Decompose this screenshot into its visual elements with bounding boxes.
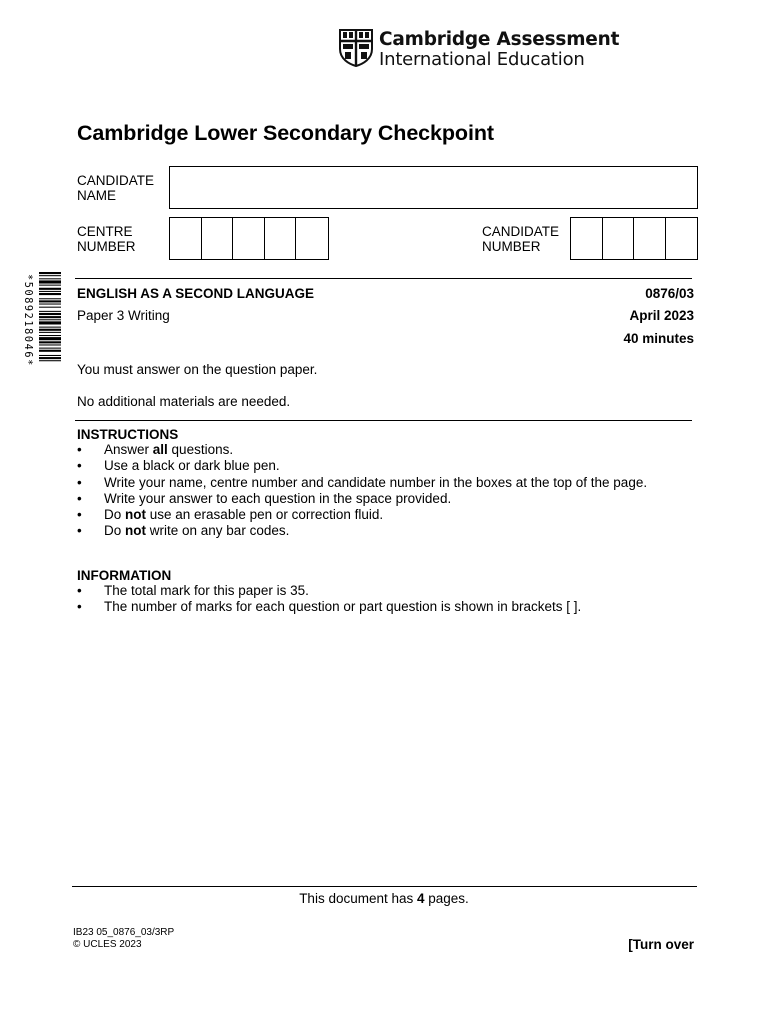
candidate-number-label bbox=[482, 224, 559, 254]
centre-number-label-line-2: NUMBER bbox=[77, 239, 136, 254]
bullet: • bbox=[77, 507, 82, 523]
footer-divider bbox=[72, 886, 697, 887]
instruction-text: Answer bbox=[104, 442, 153, 457]
barcode-bar bbox=[39, 355, 61, 356]
barcode-bar bbox=[39, 335, 61, 336]
barcode-bar bbox=[39, 313, 61, 315]
candidate-number-field[interactable] bbox=[570, 217, 698, 260]
barcode-bar bbox=[39, 304, 61, 305]
logo-line-2: International Education bbox=[379, 49, 585, 70]
copyright: © UCLES 2023 bbox=[73, 939, 142, 950]
barcode-bar bbox=[39, 307, 61, 308]
barcode-bar bbox=[39, 337, 61, 340]
page-count-text: This document has bbox=[299, 891, 417, 906]
paper-name: Paper 3 Writing bbox=[77, 308, 170, 323]
candidate-name-label bbox=[77, 173, 154, 203]
centre-number-label-line-1: CENTRE bbox=[77, 224, 133, 239]
centre-number-field[interactable] bbox=[169, 217, 329, 260]
barcode-bar bbox=[39, 278, 61, 279]
instruction-emphasis: not bbox=[125, 523, 147, 539]
exam-duration: 40 minutes bbox=[623, 331, 694, 346]
instruction-item bbox=[77, 458, 697, 474]
subject-title: ENGLISH AS A SECOND LANGUAGE bbox=[77, 286, 315, 301]
barcode bbox=[20, 272, 62, 410]
page-count-number: 4 bbox=[417, 891, 425, 906]
information-list bbox=[77, 583, 697, 616]
centre-number-digit[interactable] bbox=[170, 218, 202, 259]
page-count-note bbox=[0, 891, 768, 907]
cambridge-shield-icon bbox=[339, 29, 373, 67]
paper-code: 0876/03 bbox=[645, 286, 694, 301]
instruction-text: Do bbox=[104, 523, 126, 539]
bullet: • bbox=[77, 490, 82, 506]
paper-reference: IB23 05_0876_03/3RP bbox=[73, 927, 175, 938]
instruction-text: Do bbox=[104, 507, 126, 523]
centre-number-digit[interactable] bbox=[233, 218, 265, 259]
barcode-bar bbox=[39, 298, 61, 299]
instruction-item bbox=[77, 507, 697, 523]
barcode-bar bbox=[39, 341, 61, 343]
barcode-bar bbox=[39, 319, 61, 320]
barcode-bar bbox=[39, 288, 61, 290]
exam-date: April 2023 bbox=[629, 308, 694, 323]
bullet: • bbox=[77, 583, 82, 598]
barcode-bar bbox=[39, 321, 61, 324]
centre-number-digit[interactable] bbox=[202, 218, 234, 259]
turn-over: [Turn over bbox=[628, 937, 694, 952]
bullet: • bbox=[77, 599, 82, 615]
bullet: • bbox=[77, 474, 82, 490]
divider bbox=[75, 420, 692, 421]
barcode-bar bbox=[39, 280, 61, 283]
barcode-bar bbox=[39, 360, 61, 361]
bullet: • bbox=[77, 442, 82, 457]
information-item bbox=[77, 583, 697, 599]
barcode-bar bbox=[39, 348, 61, 349]
candidate-number-digit[interactable] bbox=[603, 218, 635, 259]
instruction-text: Write your name, centre number and candidate number in the boxes at the top of the page. bbox=[104, 474, 648, 490]
barcode-bar bbox=[39, 344, 61, 345]
instruction-item bbox=[77, 523, 697, 539]
centre-number-digit[interactable] bbox=[265, 218, 297, 259]
instruction-emphasis: all bbox=[152, 442, 168, 457]
barcode-bar bbox=[39, 332, 61, 333]
candidate-name-label-line-1: CANDIDATE bbox=[77, 173, 155, 188]
barcode-text: *5089218046* bbox=[22, 274, 33, 367]
information-heading: INFORMATION bbox=[77, 568, 172, 583]
barcode-bar bbox=[39, 285, 61, 286]
barcode-bar bbox=[39, 327, 61, 328]
answer-note: You must answer on the question paper. bbox=[77, 362, 318, 377]
page-count-text: pages. bbox=[424, 891, 469, 906]
bullet: • bbox=[77, 523, 82, 539]
instruction-item bbox=[77, 491, 697, 507]
logo-line-1: Cambridge Assessment bbox=[379, 29, 620, 50]
barcode-bar bbox=[39, 275, 61, 276]
barcode-bar bbox=[39, 350, 61, 352]
instruction-emphasis: not bbox=[125, 507, 147, 523]
information-text: The total mark for this paper is 35. bbox=[104, 583, 309, 598]
materials-note: No additional materials are needed. bbox=[77, 394, 291, 409]
bullet: • bbox=[77, 458, 82, 474]
candidate-number-label-line-2: NUMBER bbox=[482, 239, 541, 254]
information-item bbox=[77, 599, 697, 615]
barcode-bar bbox=[39, 329, 61, 331]
instructions-list bbox=[77, 442, 697, 540]
candidate-number-label-line-1: CANDIDATE bbox=[482, 224, 560, 239]
instruction-text: use an erasable pen or correction fluid. bbox=[146, 507, 384, 523]
instruction-text: questions. bbox=[167, 442, 234, 457]
candidate-number-digit[interactable] bbox=[666, 218, 697, 259]
centre-number-digit[interactable] bbox=[296, 218, 328, 259]
instructions-heading: INSTRUCTIONS bbox=[77, 427, 179, 442]
barcode-bar bbox=[39, 311, 61, 312]
barcode-bar bbox=[39, 272, 61, 274]
barcode-bar bbox=[39, 316, 61, 318]
barcode-bar bbox=[39, 293, 61, 295]
instruction-text: Write your answer to each question in the space provided. bbox=[104, 490, 452, 506]
instruction-item bbox=[77, 442, 697, 458]
candidate-number-digit[interactable] bbox=[634, 218, 666, 259]
centre-number-label bbox=[77, 224, 136, 254]
barcode-bar bbox=[39, 291, 61, 292]
candidate-name-field[interactable] bbox=[169, 166, 698, 209]
candidate-number-digit[interactable] bbox=[571, 218, 603, 259]
candidate-name-label-line-2: NAME bbox=[77, 188, 117, 203]
instruction-text: Use a black or dark blue pen. bbox=[104, 458, 280, 474]
cambridge-logo bbox=[339, 29, 619, 70]
divider bbox=[75, 278, 692, 279]
instruction-text: write on any bar codes. bbox=[146, 523, 290, 539]
page-title: Cambridge Lower Secondary Checkpoint bbox=[77, 121, 494, 145]
instruction-item bbox=[77, 475, 697, 491]
barcode-bar bbox=[39, 300, 61, 302]
information-text: The number of marks for each question or part question is shown in brackets [ ]. bbox=[104, 599, 582, 615]
barcode-bar bbox=[39, 357, 61, 359]
